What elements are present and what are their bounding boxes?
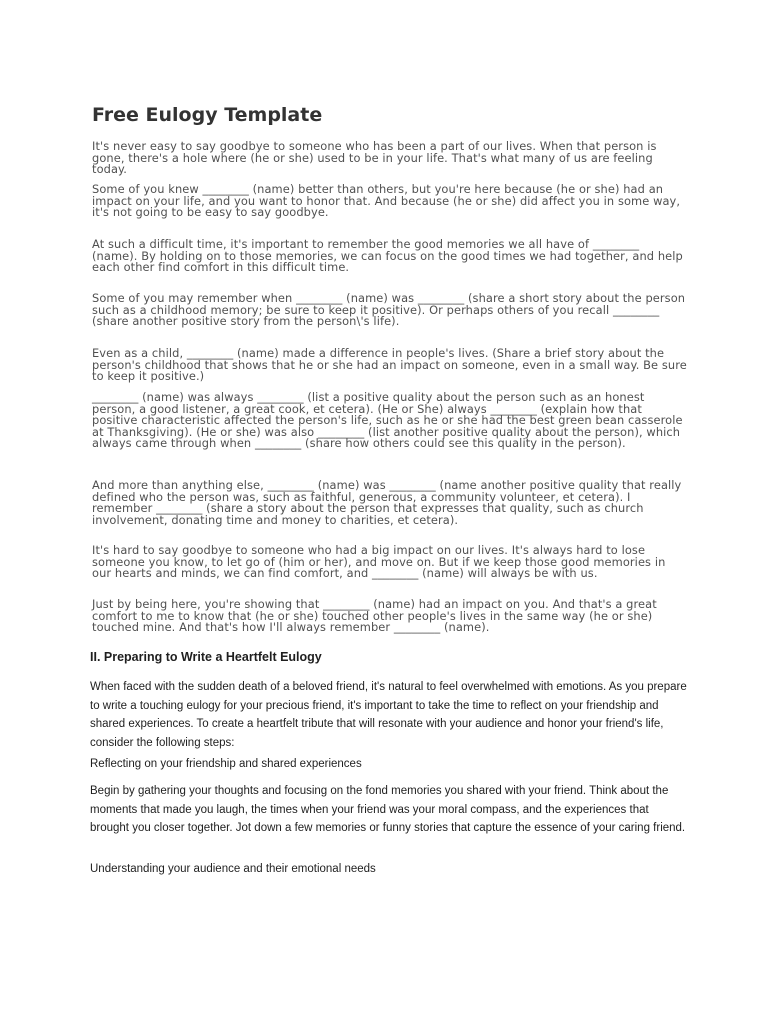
template-paragraph-9: Just by being here, you're showing that ________ (name) had an impact on you. And that's a great comfort to me to know that (he or she) touched other people's lives in the same way (he or she) touched mine. And that's how I'll always remember ________ (name). [92,597,657,635]
template-paragraph-4: Some of you may remember when ________ (name) was ________ (share a short story about the person such as a childhood memory; be sure to keep it positive). Or perhaps others of you recall ________ (share another positive story from the person\'s life). [92,291,686,329]
subheading-audience: Understanding your audience and their emotional needs [90,863,376,875]
subheading-reflecting: Reflecting on your friendship and shared experiences [90,758,362,770]
template-paragraph-7: And more than anything else, ________ (name) was ________ (name another positive quality that really defined who the person was, such as faithful, generous, a community volunteer, et cetera). I remember ________ (share a story about the person that expresses that quality, such as church involvement, donating time and money to charities, et cetera). [92,478,682,527]
template-paragraph-8: It's hard to say goodbye to someone who had a big impact on our lives. It's always hard to lose someone you know, to let go of (him or her), and move on. But if we keep those good memories in our hearts and minds, we can find comfort, and ________ (name) will always be with us. [92,543,666,581]
template-paragraph-2: Some of you knew ________ (name) better than others, but you're here because (he or she) had an impact on your life, and you want to honor that. And because (he or she) did affect you in some way, it's not going to be easy to say goodbye. [92,182,681,220]
template-paragraph-3: At such a difficult time, it's important to remember the good memories we all have of ________ (name). By holding on to those memories, we can focus on the good times we had together, and help each other find comfort in this difficult time. [92,237,683,275]
eulogy-template-image [90,100,690,644]
template-paragraph-5: Even as a child, ________ (name) made a difference in people's lives. (Share a brief story about the person's childhood that shows that he or she had an impact on someone, even in a small way. Be sure to keep it positive.) [92,346,687,384]
section-heading: II. Preparing to Write a Heartfelt Eulogy [90,650,322,664]
reflecting-paragraph: Begin by gathering your thoughts and focusing on the fond memories you shared with your friend. Think about the moments that made you laugh, the times when your friend was your moral compass, and the experiences that brought you closer together. Jot down a few memories or funny stories that capture the essence of your caring friend. [90,785,686,834]
template-paragraph-6: ________ (name) was always ________ (list a positive quality about the person such as an honest person, a good listener, a great cook, et cetera). (He or She) always ________ (explain how that positive characteristic affected the person's life, such as he or she had the best green bean casserole at Thanksgiving). (He or she) was also ________ (list another positive quality about the person), which always came through when ________ (share how others could see this quality in the person). [92,390,683,451]
intro-paragraph: When faced with the sudden death of a beloved friend, it's natural to feel overwhelmed with emotions. As you prepare to write a touching eulogy for your precious friend, it's important to take the time to reflect on your friendship and shared experiences. To create a heartfelt tribute that will resonate with your audience and honor your friend's life, consider the following steps: [90,681,687,749]
template-paragraph-1: It's never easy to say goodbye to someone who has been a part of our lives. When that person is gone, there's a hole where (he or she) used to be in your life. That's what many of us are feeling today. [92,139,657,177]
template-title: Free Eulogy Template [92,104,323,126]
